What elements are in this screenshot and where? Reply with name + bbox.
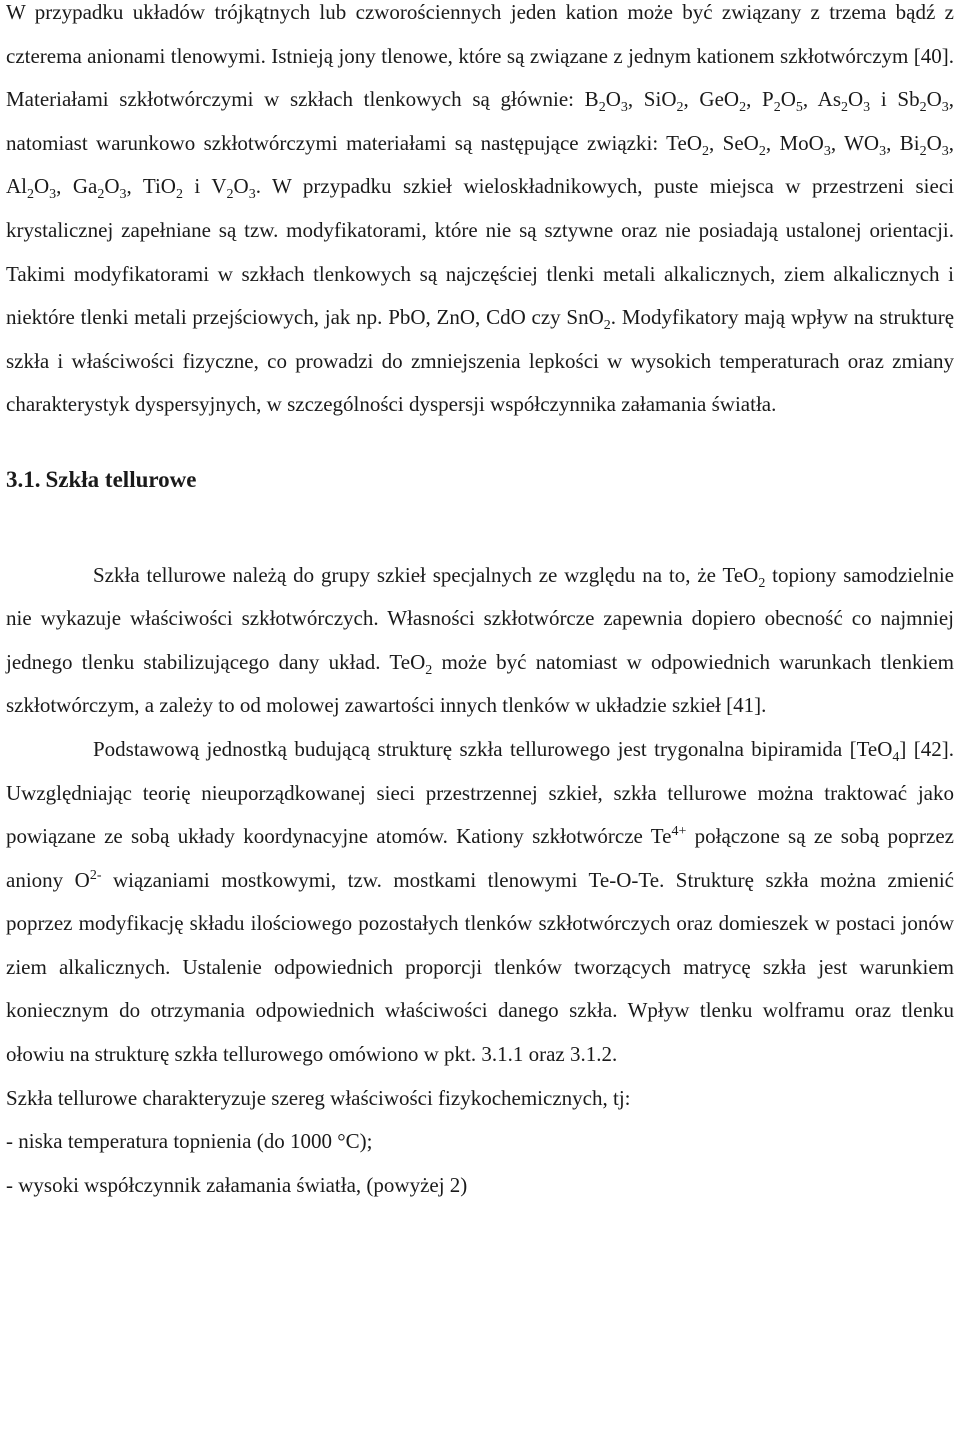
- section-title: Szkła tellurowe: [45, 466, 197, 492]
- properties-intro: Szkła tellurowe charakteryzuje szereg właściwości fizykochemicznych, tj:: [6, 1085, 631, 1110]
- section-heading: [6, 458, 954, 502]
- paragraph-glass-formers: W przypadku układów trójkątnych lub czworościennych jeden kation może być związany z trzema bądź z czterema anionami tlenowymi. Istnieją jony tlenowe, które są związane z jednym kationem szkłotwórczym [40]. Materiałami szkłotwórczymi w szkłach tlenkowych są głównie: $B_2O_3$, SiO$_2$, GeO$_2$, $P_2O_5$, $As_2O_3$ i $Sb_2O_3$, natomiast warunkowo szkłotwórczymi materiałami są następujące związki: TeO$_2$, SeO$_2$, MoO$_3$, $WO_3$, $Bi_2O_3$, $Al_2O_3$, $Ga_2O_3$, TiO$_2$ i $V_2O_3$. W przypadku szkieł wieloskładnikowych, puste miejsca w przestrzeni sieci krystalicznej zapełniane są tzw. modyfikatorami, które nie są sztywne oraz nie posiadają ustalonej orientacji. Takimi modyfikatorami w szkłach tlenkowych są najczęściej tlenki metali alkalicznych, ziem alkalicznych i niektóre tlenki metali przejściowych, jak np. PbO, ZnO, CdO czy SnO$_2$. Modyfikatory mają wpływ na strukturę szkła i właściwości fizyczne, co prowadzi do zmniejszenia lepkości w wysokich temperaturach oraz zmiany charakterystyk dyspersyjnych, w szczególności dyspersji współczynnika załamania światła.: [6, 0, 955, 417]
- paragraph-tellurite-structure: Podstawową jednostką budującą strukturę szkła tellurowego jest trygonalna bipiramida [TeO$_4$] [42]. Uwzględniając teorię nieuporządkowanej sieci przestrzennej szkieł, szkła tellurowe można traktować jako powiązane ze sobą układy koordynacyjne atomów. Kationy szkłotwórcze $Te^{4+}$ połączone są ze sobą poprzez aniony $O^{2-}$ wiązaniami mostkowymi, tzw. mostkami tlenowymi Te-O-Te. Strukturę szkła można zmienić poprzez modyfikację składu ilościowego pozostałych tlenków szkłotwórczych oraz domieszek w postaci jonów ziem alkalicznych. Ustalenie odpowiednich proporcji tlenków tworzących matrycę szkła jest warunkiem koniecznym do otrzymania odpowiednich właściwości danego szkła. Wpływ tlenku wolframu oraz tlenku ołowiu na strukturę szkła tellurowego omówiono w pkt. 3.1.1 oraz 3.1.2.: [6, 736, 954, 1067]
- paragraph-tellurite-intro: Szkła tellurowe należą do grupy szkieł specjalnych ze względu na to, że TeO$_2$ topiony samodzielnie nie wykazuje właściwości szkłotwórczych. Własności szkłotwórcze zapewnia dopiero obecność co najmniej jednego tlenku stabilizującego dany układ. TeO$_2$ może być natomiast w odpowiednich warunkach tlenkiem szkłotwórczym, a zależy to od molowej zawartości innych tlenków w układzie szkieł [41].: [6, 562, 954, 718]
- document-page: [6, 0, 954, 1207]
- section-number: 3.1.: [6, 466, 41, 492]
- list-item: - niska temperatura topnienia (do 1000 °C);: [6, 1129, 373, 1154]
- list-item: - wysoki współczynnik załamania światła, (powyżej 2): [6, 1172, 468, 1197]
